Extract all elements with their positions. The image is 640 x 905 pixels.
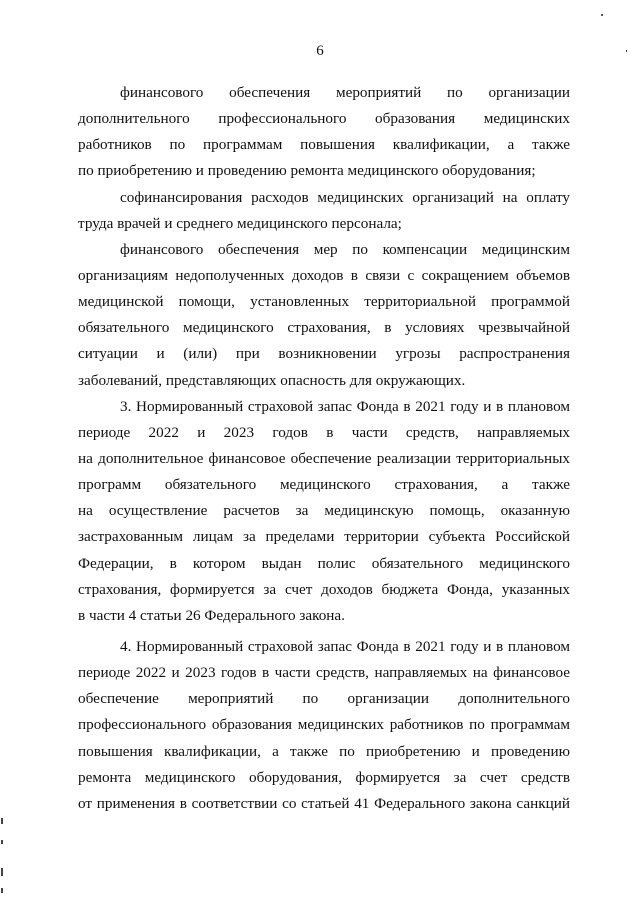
text-line: от применения в соответствии со статьей 41 Федерального закона санкций [78,794,570,812]
scan-edge-mark [1,888,3,893]
scan-edge-mark [1,868,3,876]
scan-speck [626,50,627,52]
text-line: по приобретению и проведению ремонта медицинского оборудования; [78,162,536,180]
text-line: организациям недополученных доходов в связи с сокращением объемов [78,266,570,284]
text-line: Федерации, в котором выдан полис обязательного медицинского [78,554,570,572]
text-line: софинансирования расходов медицинских организаций на оплату [120,188,570,206]
text-line: ремонта медицинского оборудования, формируется за счет средств [78,768,570,786]
text-line: программ обязательного медицинского страхования, а также [78,476,570,494]
text-line: периоде 2022 и 2023 годов в части средств, направляемых на финансовое [78,664,570,682]
text-line: труда врачей и среднего медицинского персонала; [78,214,402,232]
text-line: застрахованным лицам за пределами территории субъекта Российской [78,528,570,546]
text-line: на осуществление расчетов за медицинскую помощь, оказанную [78,502,570,520]
text-line: ситуации и (или) при возникновении угрозы распространения [78,345,570,363]
scan-edge-mark [1,840,3,844]
text-line: периоде 2022 и 2023 годов в части средств, направляемых [78,423,570,441]
scan-edge-mark [1,818,3,824]
body-text [78,80,570,817]
text-line: дополнительного профессионального образования медицинских [78,110,570,128]
text-line: медицинской помощи, установленных территориальной программой [78,293,570,311]
text-line: обязательного медицинского страхования, в условиях чрезвычайной [78,319,570,337]
text-line: страхования, формируется за счет доходов бюджета Фонда, указанных [78,580,570,598]
text-line: профессионального образования медицинских работников по программам [78,716,570,734]
text-line: работников по программам повышения квалификации, а также [78,136,570,154]
text-line: на дополнительное финансовое обеспечение реализации территориальных [78,449,570,467]
text-line: финансового обеспечения мер по компенсации медицинским [120,240,570,258]
text-line: заболеваний, представляющих опасность для окружающих. [78,371,466,389]
text-line: 3. Нормированный страховой запас Фонда в 2021 году и в плановом [120,397,570,415]
page-number: 6 [316,43,324,59]
scan-speck [601,14,603,16]
text-line: 4. Нормированный страховой запас Фонда в 2021 году и в плановом [120,637,570,655]
text-line: обеспечение мероприятий по организации дополнительного [78,690,570,708]
text-line: финансового обеспечения мероприятий по организации [120,84,570,101]
text-line: повышения квалификации, а также по приобретению и проведению [78,742,570,760]
text-line: в части 4 статьи 26 Федерального закона. [78,606,345,624]
